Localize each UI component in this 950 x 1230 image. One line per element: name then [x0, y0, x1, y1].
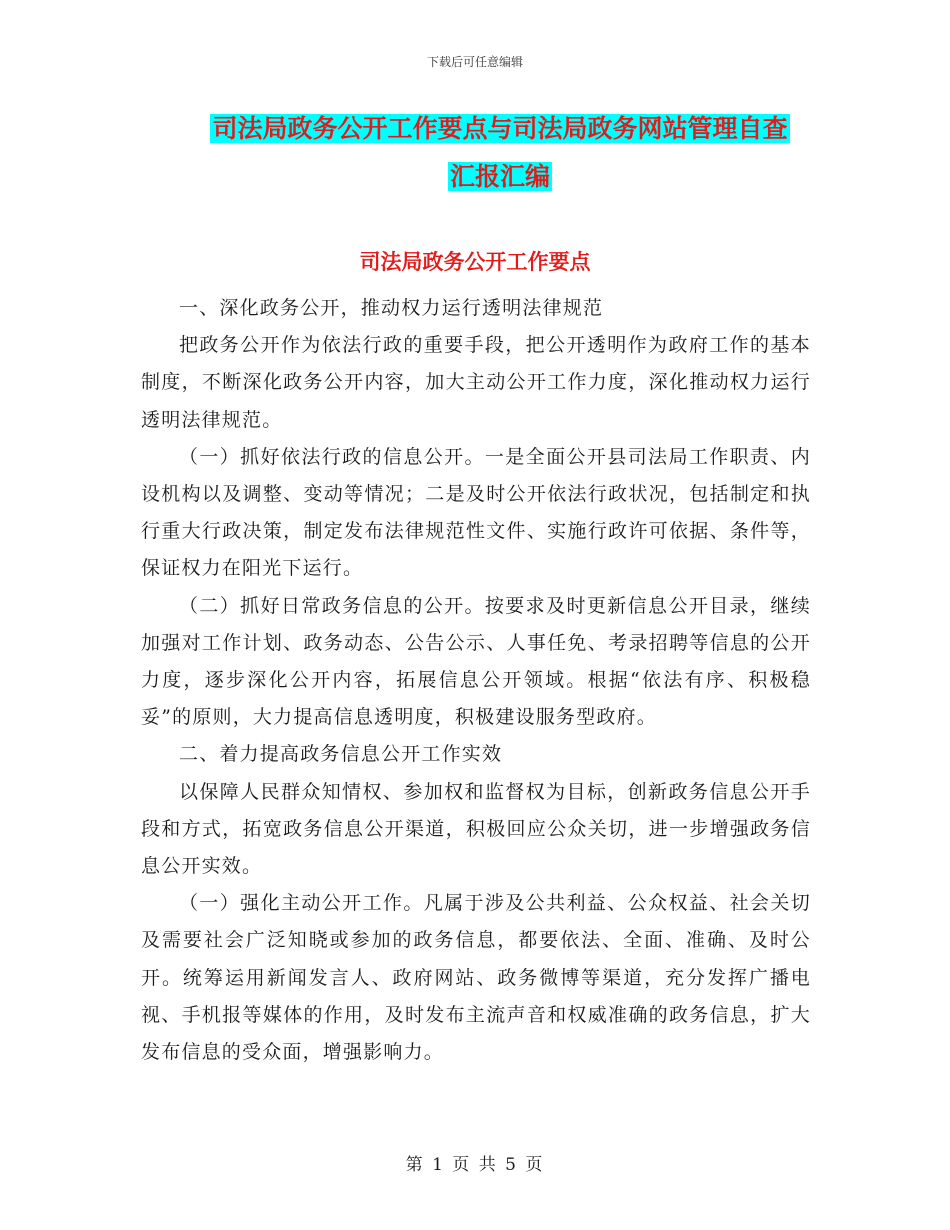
- paragraph: （一）抓好依法行政的信息公开。一是全面公开县司法局工作职责、内设机构以及调整、变动等情况；二是及时公开依法行政状况，包括制定和执行重大行政决策，制定发布法律规范性文件、实施行政许可依据、条件等，保证权力在阳光下运行。: [141, 445, 811, 580]
- header-note: 下载后可任意编辑: [426, 55, 523, 69]
- paragraph: 以保障人民群众知情权、参加权和监督权为目标，创新政务信息公开手段和方式，拓宽政务信息公开渠道，积极回应公众关切，进一步增强政务信息公开实效。: [141, 780, 811, 878]
- paragraph: 把政务公开作为依法行政的重要手段，把公开透明作为政府工作的基本制度，不断深化政务公开内容，加大主动公开工作力度，深化推动权力运行透明法律规范。: [141, 334, 811, 431]
- paragraph: （一）强化主动公开工作。凡属于涉及公共利益、公众权益、社会关切及需要社会广泛知晓或参加的政务信息，都要依法、全面、准确、及时公开。统筹运用新闻发言人、政府网站、政务微博等渠道，充分发挥广播电视、手机报等媒体的作用，及时发布主流声音和权威准确的政务信息，扩大发布信息的受众面，增强影响力。: [141, 892, 811, 1064]
- document-title: [190, 108, 810, 204]
- paragraph: （二）抓好日常政务信息的公开。按要求及时更新信息公开目录，继续加强对工作计划、政务动态、公告公示、人事任免、考录招聘等信息的公开力度，逐步深化公开内容，拓展信息公开领域。根据“依法有序、积极稳妥”的原则，大力提高信息透明度，积极建设服务型政府。: [141, 594, 811, 729]
- document-title-line-2: 汇报汇编: [449, 162, 550, 191]
- document-title-line-1: 司法局政务公开工作要点与司法局政务网站管理自查: [212, 114, 788, 143]
- page-footer: 第 1 页 共 5 页: [405, 1155, 545, 1175]
- section-title: 司法局政务公开工作要点: [359, 250, 591, 274]
- body-text: [141, 290, 811, 1071]
- paragraph-heading-1: 一、深化政务公开，推动权力运行透明法律规范: [179, 297, 604, 319]
- paragraph-heading-2: 二、着力提高政务信息公开工作实效: [179, 743, 503, 766]
